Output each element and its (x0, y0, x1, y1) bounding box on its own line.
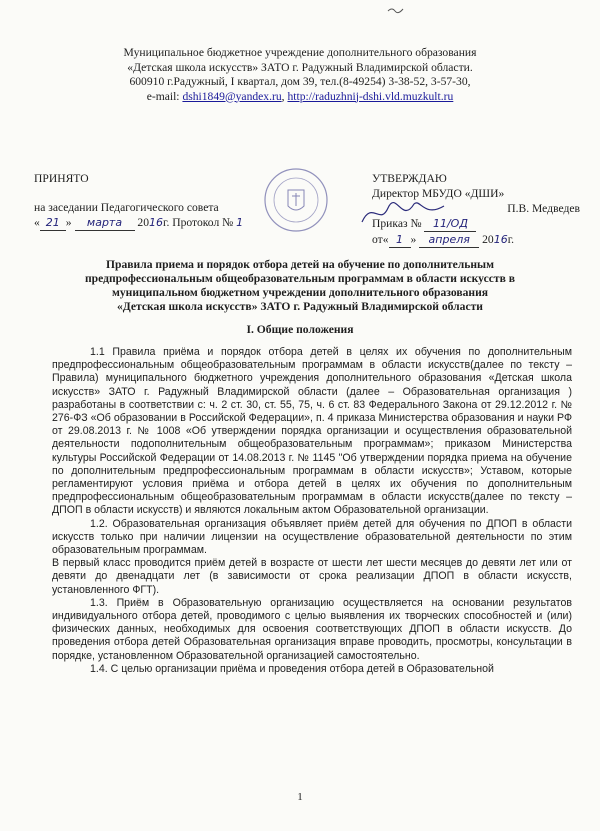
accepted-day: 21 (40, 215, 66, 231)
protocol-text: г. Протокол № (163, 216, 234, 229)
email-link[interactable]: dshi1849@yandex.ru (182, 89, 282, 103)
paragraph-1-1: 1.1 Правила приёма и порядок отбора детей в целях их обучения по дополнительным предпрофессиональным общеобразовательным программам в области искусств(далее по тексту – Правила) муниципального бюджетного учреждения дополнительного образования «Детская школа искусств» ЗАТО г. Радужный Владимирской области (далее – Образовательная организация ) разработаны в соответствии с: ч. 2 ст. 30, ст. 55, 75, ч. 6 ст. 83 Федерального Закона от 29.12.2012 г. № 276-ФЗ «Об образовании в Российской Федерации», п. 4 приказа Министерства образования и науки РФ от 29.08.2013 г. № 1008 «Об утверждении порядка организации и осуществления образовательной деятельности подополнительным общеобразовательным программам»; приказом Министерства культуры Российской Федерации от 14.08.2013 г. № 1145 "Об утверждении порядка приема на обучение по дополнительным предпрофессиональным программам в области искусств»; Уставом, которые регламентируют условия приёма и отбора детей в целях их обучения по дополнительным предпрофессиональным общеобразовательным программам в области искусств(далее по тексту – ДПОП в области искусств) и являются локальным актом Образовательной организации. (52, 346, 572, 517)
document-title (40, 258, 560, 314)
director-title: Директор МБУДО «ДШИ» (372, 187, 505, 200)
official-seal (262, 166, 330, 234)
paragraph-1-4: 1.4. С целью организации приёма и проведения отбора детей в Образовательной (90, 662, 494, 675)
document-body (52, 346, 572, 676)
paragraph-1-2: 1.2. Образовательная организация объявляет приём детей для обучения по ДПОП в области искусств только при наличии лицензии на осуществление образовательной деятельности по этим образовательным программам. (52, 517, 572, 557)
order-line (372, 216, 582, 232)
org-name: Муниципальное бюджетное учреждение дополнительного образования (123, 46, 477, 59)
council-text: на заседании Педагогического совета (34, 201, 219, 214)
order-number: 11/ОД (424, 216, 476, 232)
approved-year: 16 (493, 233, 508, 246)
accepted-month: марта (75, 215, 135, 231)
accepted-label: ПРИНЯТО (34, 172, 89, 185)
pen-mark (386, 5, 406, 15)
order-label: Приказ № (372, 217, 422, 230)
paragraph-first-class: В первый класс проводится приём детей в возрасте от шести лет шести месяцев до девяти лет или от девяти до двенадцати лет (в зависимости от срока реализации ДПОП в области искусств, установленного ФГТ). (52, 557, 572, 596)
email-label: e-mail: (146, 89, 180, 103)
approved-date: от« 1 » апреля 2016г. (372, 233, 515, 246)
page-number: 1 (297, 791, 303, 803)
approved-day: 1 (389, 232, 411, 248)
title-line-2: предпрофессиональным общеобразовательным программам в области искусств в (84, 272, 516, 285)
approved-date-prefix: от« (372, 233, 389, 246)
accepted-block (34, 171, 274, 231)
org-contacts: e-mail: dshi1849@yandex.ru, http://raduzhnij-dshi.vld.muzkult.ru (146, 89, 454, 103)
accepted-year: 16 (149, 216, 163, 229)
approved-label: УТВЕРЖДАЮ (372, 172, 447, 185)
section-heading: I. Общие положения (246, 323, 354, 336)
protocol-number: 1 (236, 216, 244, 229)
director-name: П.В. Медведев (507, 202, 580, 215)
title-line-3: муниципальном бюджетном учреждении дополнительного образования (111, 286, 489, 299)
title-line-4: «Детская школа искусств» ЗАТО г. Радужный Владимирской области (116, 300, 483, 313)
title-line-1: Правила приема и порядок отбора детей на обучение по дополнительным (106, 258, 494, 271)
website-link[interactable]: http://raduzhnij-dshi.vld.muzkult.ru (287, 89, 454, 103)
paragraph-1-3: 1.3. Приём в Образовательную организацию осуществляется на основании результатов индивидуального отбора детей, проводимого с целью выявления их творческих способностей и (или) физических данных, необходимых для освоения соответствующих ДПОП в области искусств. До проведения отбора детей Образовательная организация вправе проводить, просмотры, консультации в порядке, установленном Образовательной организацией самостоятельно. (52, 596, 572, 662)
org-school: «Детская школа искусств» ЗАТО г. Радужный Владимирской области. (127, 60, 473, 74)
approved-month: апреля (419, 232, 479, 248)
organization-header (0, 46, 600, 104)
org-address: 600910 г.Радужный, I квартал, дом 39, тел.(8-49254) 3-38-52, 3-57-30, (129, 75, 471, 88)
accepted-date: « 21 » марта 2016г. Протокол № 1 (34, 216, 244, 229)
approved-block (372, 171, 582, 248)
